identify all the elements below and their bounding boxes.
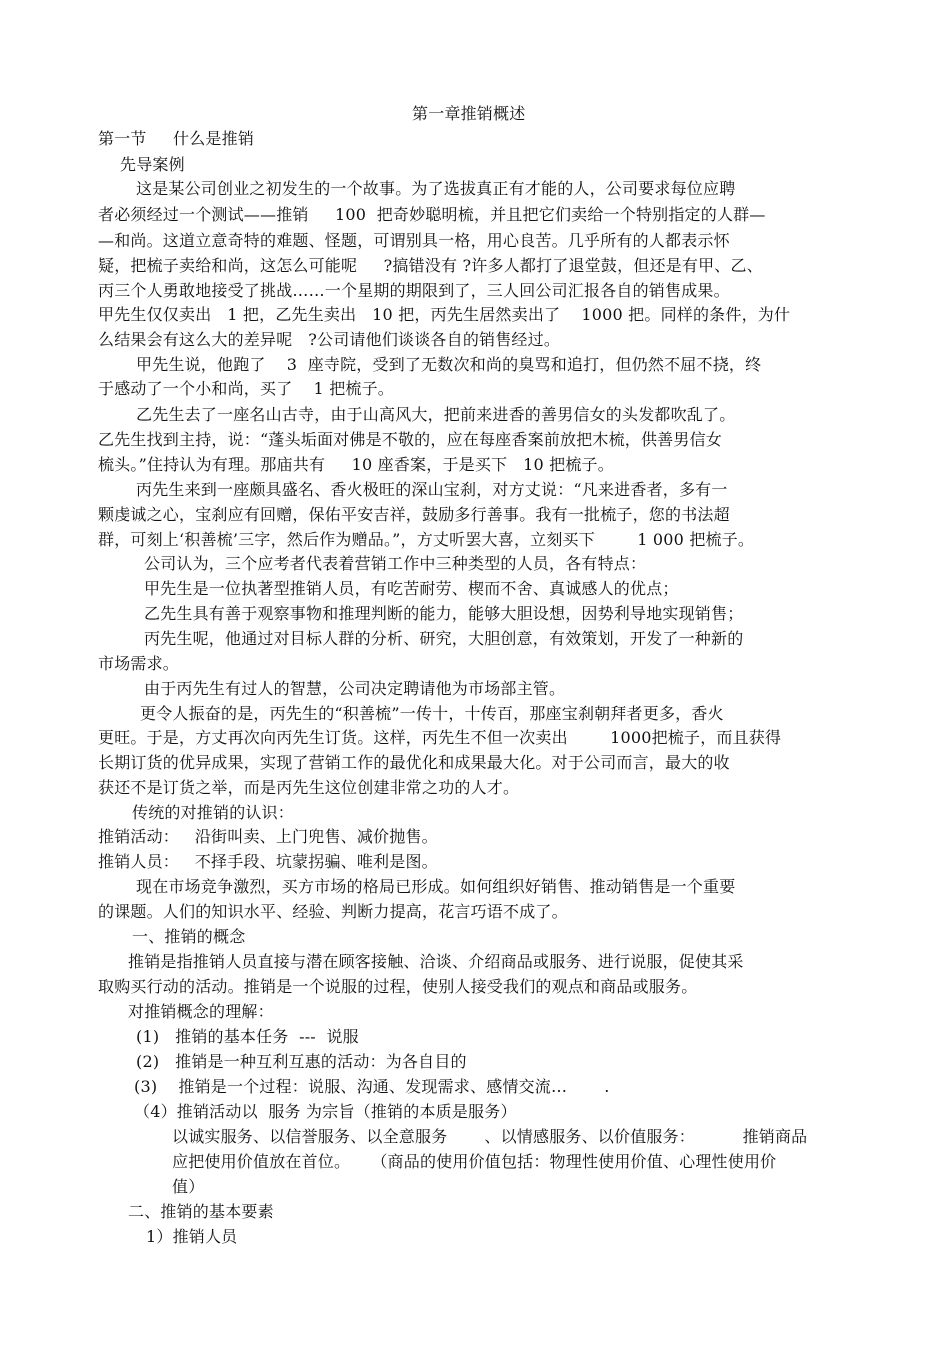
text-line: 值） [172, 1177, 205, 1196]
text-line: 这是某公司创业之初发生的一个故事。为了选拔真正有才能的人，公司要求每位应聘 [136, 179, 736, 198]
text-line: 疑，把梳子卖给和尚，这怎么可能呢 ?搞错没有 ?许多人都打了退堂鼓，但还是有甲、乙、 [98, 256, 763, 275]
subheading: 一、推销的概念 [132, 927, 246, 946]
text-line: 更令人振奋的是，丙先生的“积善梳”一传十，十传百，那座宝刹朝拜者更多，香火 [140, 704, 724, 723]
text-line: 乙先生去了一座名山古寺，由于山高风大，把前来进香的善男信女的头发都吹乱了。 [136, 405, 736, 424]
text-line: 甲先生说，他跑了 3 座寺院，受到了无数次和尚的臭骂和追打，但仍然不屈不挠，终 [136, 355, 762, 374]
text-line: 的课题。人们的知识水平、经验、判断力提高，花言巧语不成了。 [98, 902, 568, 921]
text-line: 现在市场竞争激烈，买方市场的格局已形成。如何组织好销售、推动销售是一个重要 [136, 877, 736, 896]
text-line: 乙先生具有善于观察事物和推理判断的能力，能够大胆设想，因势利导地实现销售； [144, 604, 744, 623]
list-item: 1）推销人员 [146, 1227, 238, 1246]
section-heading: 第一节 什么是推销 [98, 129, 255, 148]
text-line: 长期订货的优异成果，实现了营销工作的最优化和成果最大化。对于公司而言，最大的收 [98, 753, 730, 772]
text-line: 丙三个人勇敢地接受了挑战……一个星期的期限到了，三人回公司汇报各自的销售成果。 [98, 281, 730, 300]
text-line: —和尚。这道立意奇特的难题、怪题，可谓别具一格，用心良苦。几乎所有的人都表示怀 [98, 231, 730, 250]
text-line: 获还不是订货之举，而是丙先生这位创建非常之功的人才。 [98, 778, 520, 797]
text-line: 市场需求。 [98, 654, 180, 673]
text-line: 由于丙先生有过人的智慧，公司决定聘请他为市场部主管。 [144, 679, 566, 698]
text-line: 梳头。”住持认为有理。那庙共有 10 座香案，于是买下 10 把梳子。 [98, 455, 614, 474]
text-line: 者必须经过一个测试——推销 100 把奇妙聪明梳，并且把它们卖给一个特别指定的人群— [98, 205, 766, 224]
text-line: 么结果会有这么大的差异呢 ?公司请他们谈谈各自的销售经过。 [98, 330, 561, 349]
text-line: 以诚实服务、以信誉服务、以全意服务 、以情感服务、以价值服务： 推销商品 [172, 1127, 808, 1146]
text-line: 对推销概念的理解： [128, 1002, 274, 1021]
text-line: 群，可刻上‘积善梳’三字，然后作为赠品。”，方丈听罢大喜，立刻买下 1 000 把梳子。 [98, 530, 755, 549]
text-line: 推销活动： 沿街叫卖、上门兜售、减价抛售。 [98, 827, 438, 846]
text-line: 取购买行动的活动。推销是一个说服的过程，使别人接受我们的观点和商品或服务。 [98, 977, 698, 996]
text-line: 甲先生是一位执著型推销人员，有吃苦耐劳、楔而不舍、真诚感人的优点； [144, 579, 679, 598]
text-line: 更旺。于是，方丈再次向丙先生订货。这样，丙先生不但一次卖出 1000把梳子，而且获得 [98, 728, 782, 747]
list-item: (1) 推销的基本任务 --- 说服 [136, 1027, 359, 1046]
text-line: 推销人员： 不择手段、坑蒙拐骗、唯利是图。 [98, 852, 438, 871]
list-item: （4）推销活动以 服务 为宗旨（推销的本质是服务） [134, 1102, 517, 1121]
subheading: 二、推销的基本要素 [128, 1202, 274, 1221]
case-heading: 先导案例 [120, 155, 185, 174]
text-line: 颗虔诚之心，宝刹应有回赠，保佑平安吉祥，鼓励多行善事。我有一批梳子，您的书法超 [98, 505, 730, 524]
text-line: 丙先生呢，他通过对目标人群的分析、研究，大胆创意，有效策划，开发了一种新的 [144, 629, 744, 648]
text-line: 甲先生仅仅卖出 1 把，乙先生卖出 10 把，丙先生居然卖出了 1000 把。同样的条件，为什 [98, 305, 791, 324]
text-line: 于感动了一个小和尚，买了 1 把梳子。 [98, 379, 395, 398]
text-line: 乙先生找到主持，说：“蓬头垢面对佛是不敬的，应在每座香案前放把木梳，供善男信女 [98, 430, 722, 449]
list-item: (3) 推销是一个过程：说服、沟通、发现需求、感情交流… . [134, 1077, 610, 1096]
text-line: 推销是指推销人员直接与潜在顾客接触、洽谈、介绍商品或服务、进行说服，促使其采 [128, 952, 744, 971]
text-line: 应把使用价值放在首位。 （商品的使用价值包括：物理性使用价值、心理性使用价 [172, 1152, 777, 1171]
list-item: (2) 推销是一种互利互惠的活动：为各自目的 [136, 1052, 467, 1071]
text-line: 丙先生来到一座颇具盛名、香火极旺的深山宝刹，对方丈说：“凡来进香者，多有一 [136, 480, 728, 499]
text-line: 传统的对推销的认识： [132, 803, 295, 822]
text-line: 公司认为，三个应考者代表着营销工作中三种类型的人员，各有特点： [144, 554, 647, 573]
chapter-title: 第一章推销概述 [412, 104, 526, 123]
